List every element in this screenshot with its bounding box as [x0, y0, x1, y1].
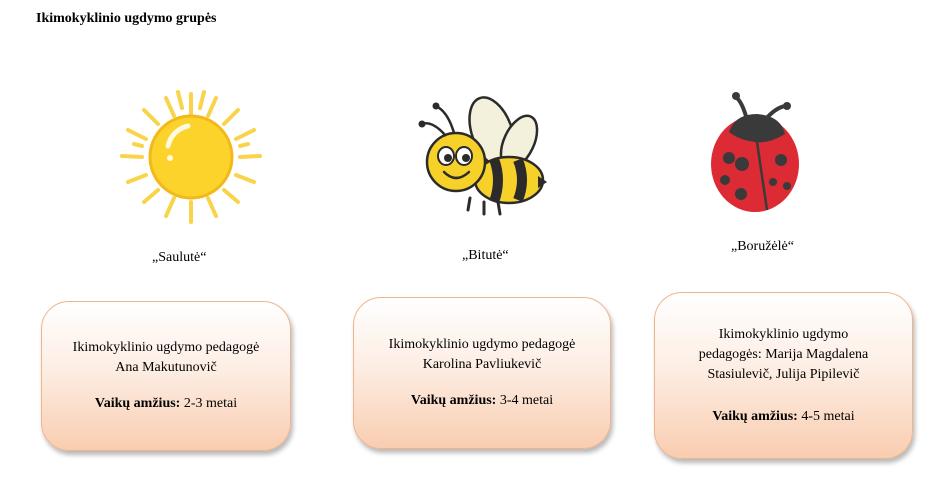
- group-card-boruzele: [654, 292, 913, 459]
- age-label: Vaikų amžius:: [410, 393, 497, 408]
- teacher-name: Karolina Pavliukevič: [422, 357, 542, 372]
- group-card-bitute: [353, 297, 611, 449]
- age-value: 3-4 metai: [499, 393, 554, 408]
- age-line: [712, 407, 854, 427]
- age-label: Vaikų amžius:: [94, 396, 181, 411]
- teacher-role: Ikimokyklinio ugdymo: [718, 326, 849, 342]
- age-line: [411, 391, 553, 411]
- age-value: 2-3 metai: [183, 396, 238, 411]
- teacher-role: Ikimokyklinio ugdymo pedagogė: [388, 337, 576, 352]
- teacher-role: Ikimokyklinio ugdymo pedagogė: [72, 340, 260, 355]
- teacher-names: pedagogės: Marija Magdalena: [698, 346, 869, 362]
- sun-icon: [108, 86, 274, 232]
- page-title: Ikimokyklinio ugdymo grupės: [36, 11, 217, 26]
- bee-icon: [414, 92, 550, 220]
- age-label: Vaikų amžius:: [712, 408, 798, 424]
- age-value: 4-5 metai: [801, 408, 855, 424]
- group-card-saulute: [41, 301, 291, 451]
- group-name-saulute: „Saulutė“: [152, 250, 207, 265]
- teacher-names-cont: Stasiulevič, Julija Pipilevič: [707, 366, 860, 382]
- group-name-boruzele: „Boružėlė“: [731, 239, 794, 254]
- age-line: [95, 394, 237, 414]
- teacher-name: Ana Makutunovič: [115, 360, 217, 375]
- group-name-bitute: „Bitutė“: [462, 248, 509, 263]
- ladybug-icon: [705, 90, 805, 216]
